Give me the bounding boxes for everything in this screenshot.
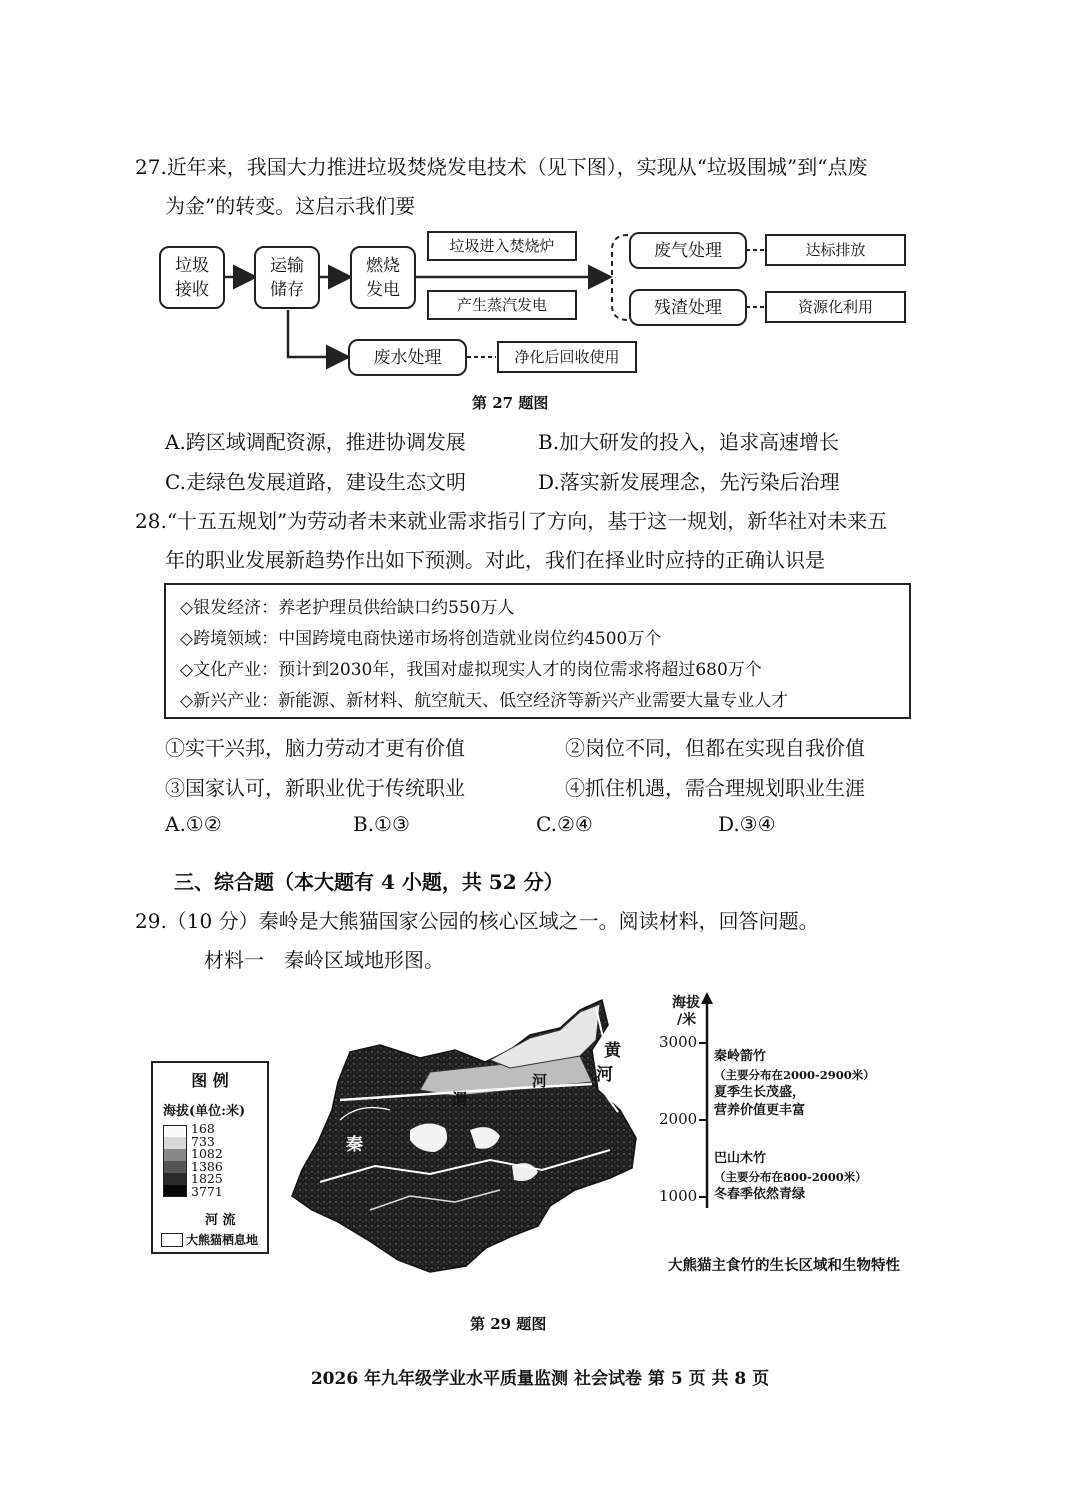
flow-into-furnace: 垃圾进入焚烧炉 — [427, 231, 577, 261]
legend-habitat: 大熊猫栖息地 — [186, 1233, 259, 1247]
material-line: ◇跨境领域：中国跨境电商快递市场将创造就业岗位约4500万个 — [180, 629, 662, 649]
map-label-wei: 渭 — [452, 1090, 468, 1108]
q28-option-d: D.③④ — [718, 812, 776, 836]
q28-statement-1: ①实干兴邦，脑力劳动才更有价值 — [165, 736, 465, 760]
altitude-tick-3000: 3000 — [659, 1033, 698, 1051]
page-footer: 2026 年九年级学业水平质量监测 社会试卷 第 5 页 共 8 页 — [310, 1369, 770, 1389]
q27-stem-line1: 27.近年来，我国大力推进垃圾焚烧发电技术（见下图），实现从“垃圾围城”到“点废 — [135, 155, 868, 179]
q29-caption: 第 29 题图 — [470, 1315, 547, 1333]
q29-stem: 29.（10 分）秦岭是大熊猫国家公园的核心区域之一。阅读材料，回答问题。 — [135, 909, 819, 933]
q28-statement-3: ③国家认可，新职业优于传统职业 — [165, 776, 465, 800]
flow-residue: 残渣处理 — [629, 289, 747, 326]
elevation-color-bar — [163, 1125, 187, 1197]
altitude-tick-2000: 2000 — [659, 1110, 698, 1128]
q28-material-box — [164, 583, 911, 719]
q29-material1: 材料一 秦岭区域地形图。 — [204, 948, 444, 972]
material-line: ◇银发经济：养老护理员供给缺口约550万人 — [180, 598, 515, 618]
altitude-axis-title: 海拔 /米 — [672, 995, 700, 1028]
bamboo-species-1: 秦岭箭竹 （主要分布在2000-2900米） 夏季生长茂盛， 营养价值更丰富 — [714, 1049, 875, 1118]
q28-option-b: B.①③ — [353, 812, 410, 836]
bamboo-caption: 大熊猫主食竹的生长区域和生物特性 — [668, 1257, 900, 1274]
map-legend — [151, 1061, 269, 1254]
flow-waste-water: 废水处理 — [348, 339, 467, 376]
flow-recycle: 净化后回收使用 — [497, 341, 637, 373]
map-label-qin: 秦 — [346, 1135, 363, 1155]
q27-option-c: C.走绿色发展道路，建设生态文明 — [165, 470, 466, 494]
q27-caption: 第 27 题图 — [472, 394, 549, 412]
q28-statement-2: ②岗位不同，但都在实现自我价值 — [565, 736, 865, 760]
section3-title: 三、综合题（本大题有 4 小题，共 52 分） — [174, 870, 564, 894]
flow-emission: 达标排放 — [765, 234, 906, 266]
flow-burn: 燃烧 发电 — [350, 246, 416, 309]
qinling-terrain-map — [280, 990, 650, 1280]
q27-stem-line2: 为金”的转变。这启示我们要 — [165, 194, 416, 218]
q28-option-c: C.②④ — [536, 812, 593, 836]
flow-waste-gas: 废气处理 — [629, 232, 747, 269]
q27-option-b: B.加大研发的投入，追求高速增长 — [538, 430, 840, 454]
flowchart-connectors — [0, 0, 1080, 400]
material-line: ◇文化产业：预计到2030年，我国对虚拟现实人才的岗位需求将超过680万个 — [180, 660, 762, 680]
legend-river: 河 流 — [205, 1213, 236, 1228]
q28-stem-line1: 28.“十五五规划”为劳动者未来就业需求指引了方向，基于这一规划，新华社对未来五 — [135, 509, 888, 533]
map-label-he: 河 — [596, 1065, 613, 1085]
altitude-tick-1000: 1000 — [659, 1187, 698, 1205]
flow-collect: 垃圾 接收 — [159, 246, 225, 309]
q28-statement-4: ④抓住机遇，需合理规划职业生涯 — [565, 776, 865, 800]
map-label-huang: 黄 — [604, 1041, 621, 1061]
q27-option-a: A.跨区域调配资源，推进协调发展 — [165, 430, 466, 454]
legend-subtitle: 海拔(单位:米) — [163, 1104, 246, 1119]
material-line: ◇新兴产业：新能源、新材料、航空航天、低空经济等新兴产业需要大量专业人才 — [180, 691, 789, 711]
q27-option-d: D.落实新发展理念，先污染后治理 — [538, 470, 840, 494]
habitat-swatch — [161, 1233, 183, 1247]
q28-option-a: A.①② — [165, 812, 222, 836]
legend-title: 图 例 — [191, 1071, 229, 1090]
flow-steam: 产生蒸汽发电 — [427, 290, 577, 320]
elevation-ticks: 168 733 1082 1386 1825 3771 — [191, 1121, 223, 1199]
bamboo-species-2: 巴山木竹 （主要分布在800-2000米） 冬春季依然青绿 — [714, 1151, 867, 1202]
q28-stem-line2: 年的职业发展新趋势作出如下预测。对此，我们在择业时应持的正确认识是 — [165, 548, 825, 572]
map-label-he2: 河 — [532, 1072, 548, 1090]
flow-transport: 运输 储存 — [254, 246, 320, 309]
flow-reuse: 资源化利用 — [765, 291, 906, 323]
